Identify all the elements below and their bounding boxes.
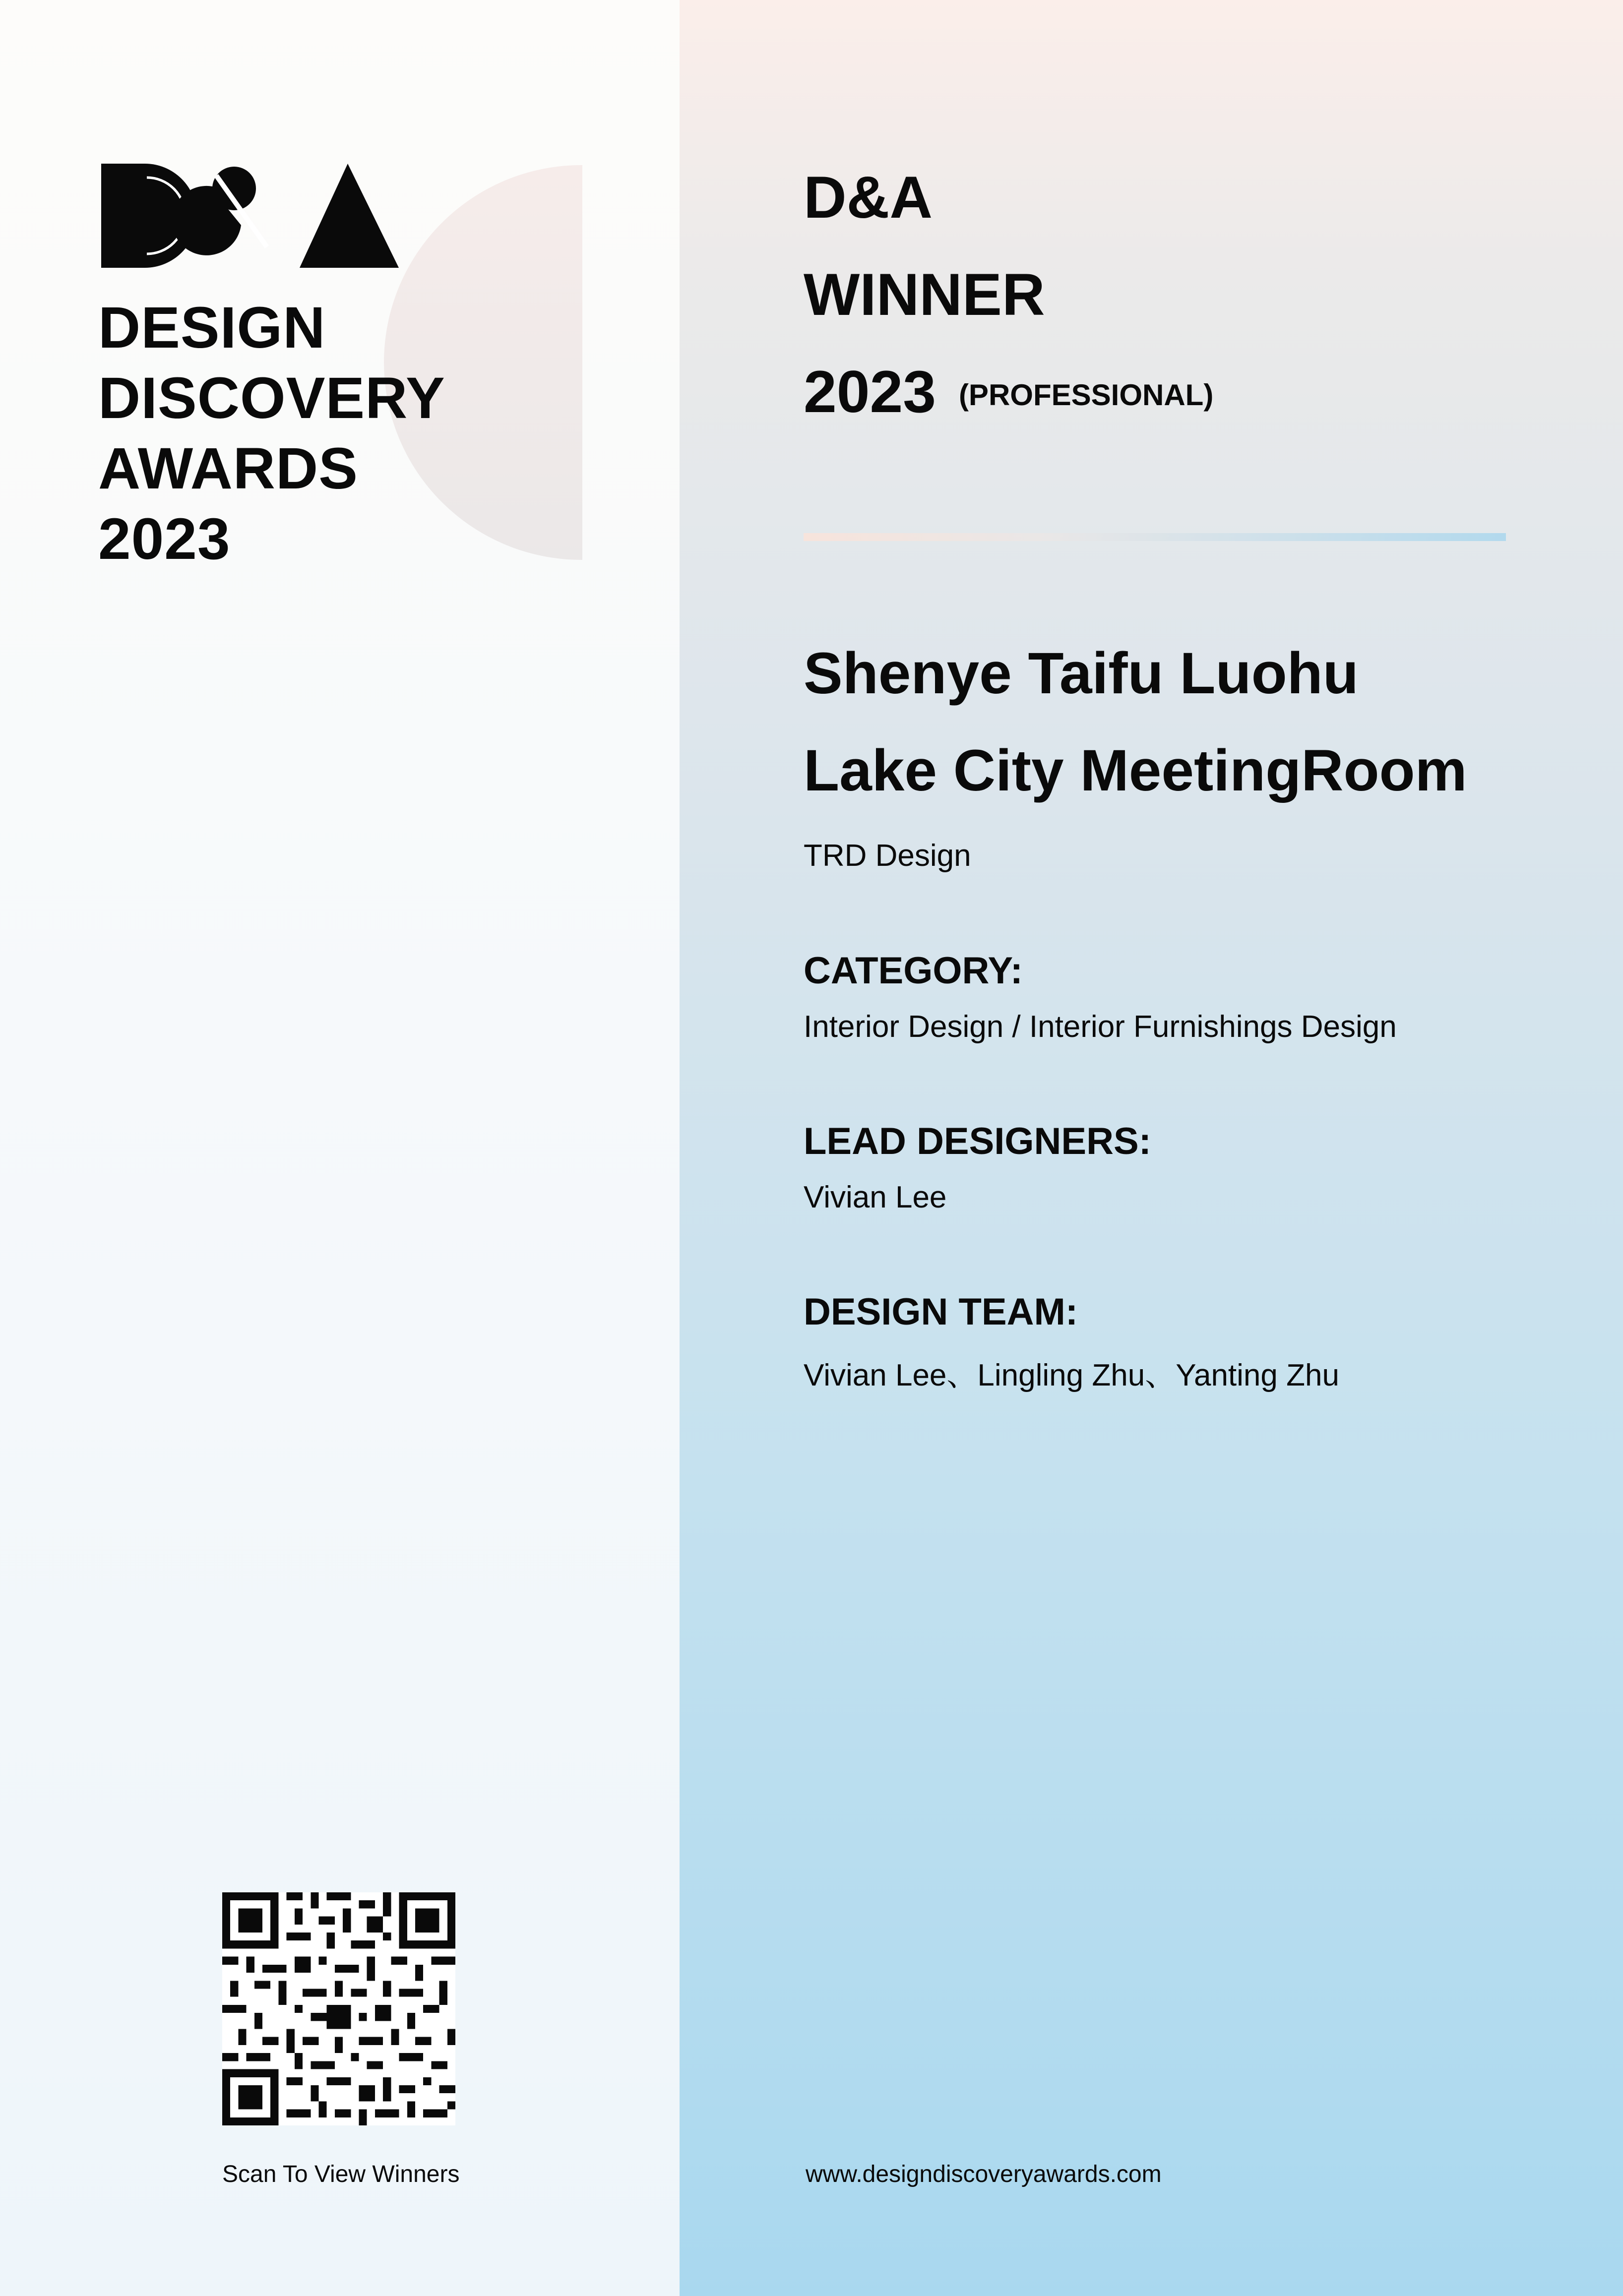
project-title bbox=[804, 625, 1577, 819]
brand-line-discovery: DISCOVERY bbox=[98, 365, 445, 431]
brand-name bbox=[98, 293, 445, 574]
category-value: Interior Design / Interior Furnishings Design bbox=[804, 1010, 1397, 1044]
lead-designers-label: LEAD DESIGNERS: bbox=[804, 1120, 1151, 1162]
design-team-value: Vivian Lee、Lingling Zhu、Yanting Zhu bbox=[804, 1358, 1339, 1392]
award-title: WINNER bbox=[804, 261, 1045, 328]
brand-line-year: 2023 bbox=[98, 506, 231, 572]
award-heading bbox=[804, 149, 1213, 444]
award-year: 2023 bbox=[804, 359, 936, 425]
brand-line-awards: AWARDS bbox=[98, 436, 358, 501]
brand-line-design: DESIGN bbox=[98, 295, 326, 361]
category-label: CATEGORY: bbox=[804, 950, 1023, 992]
award-year-row bbox=[804, 343, 1213, 444]
award-org: D&A bbox=[804, 164, 933, 231]
company-name: TRD Design bbox=[804, 839, 971, 873]
da-logo-icon bbox=[101, 164, 399, 268]
gradient-divider bbox=[804, 533, 1506, 541]
project-title-line-2: Lake City MeetingRoom bbox=[804, 738, 1467, 803]
qr-code-icon[interactable] bbox=[222, 1892, 455, 2125]
design-team-label: DESIGN TEAM: bbox=[804, 1291, 1078, 1333]
website-link[interactable]: www.designdiscoveryawards.com bbox=[806, 2161, 1162, 2187]
project-title-line-1: Shenye Taifu Luohu bbox=[804, 641, 1359, 706]
qr-caption: Scan To View Winners bbox=[222, 2161, 460, 2187]
award-level: (PROFESSIONAL) bbox=[958, 378, 1214, 412]
lead-designers-value: Vivian Lee bbox=[804, 1180, 947, 1214]
